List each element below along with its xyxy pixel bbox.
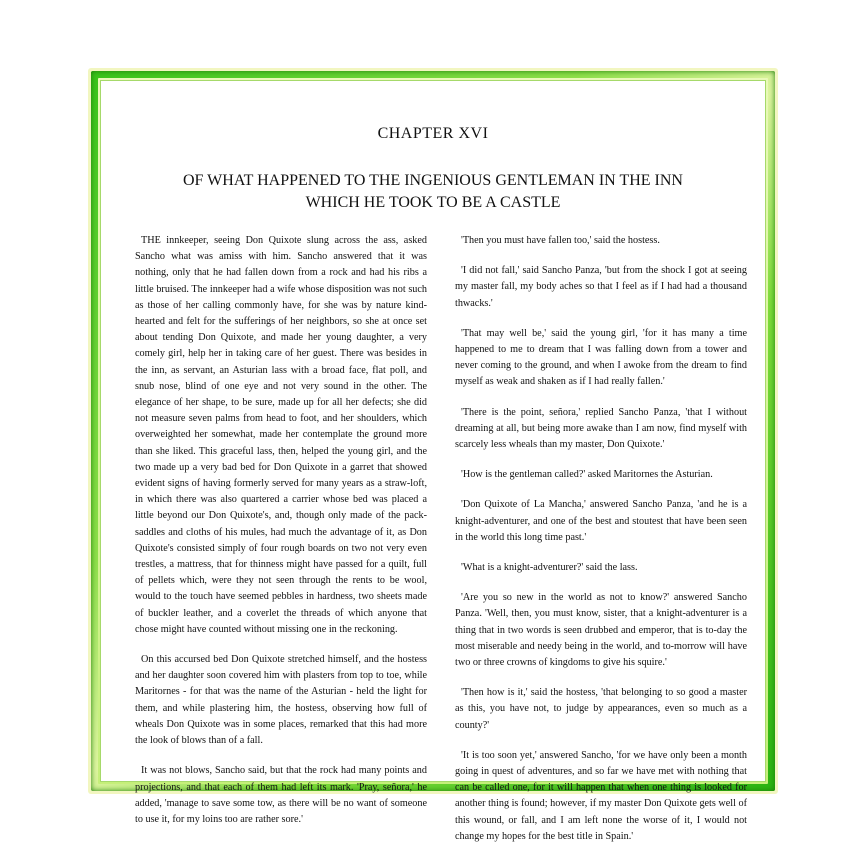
paragraph: 'That may well be,' said the young girl, 'for it has many a time happened to me to dream that I was falling down from a tower and never coming to the ground, and when I awoke from the dream to find myself as weak and shaken as if I had really fallen.' [455,327,747,388]
paragraph: 'Are you so new in the world as not to know?' answered Sancho Panza. 'Well, then, you must know, sister, that a knight-adventurer is a thing that in two words is seen drubbed and emperor, that is to-day the most miserable and needy being in the world, and to-morrow will have two or three crowns of kingdoms to give his squire.' [455,592,747,669]
right-column [455,233,747,859]
paragraph: 'What is a knight-adventurer?' said the lass. [461,562,638,574]
paragraph: 'It is too soon yet,' answered Sancho, 'for we have only been a month going in quest of adventures, and so far we have met with nothing that can be called one, for it will happen that when one thing is looked for another thing is found; however, if my master Don Quixote gets well of this wound, or fall, and I am left none the worse of it, I would not change my hopes for the best title in Spain.' [455,749,747,842]
chapter-title: OF WHAT HAPPENED TO THE INGENIOUS GENTLEMAN IN THE INN WHICH HE TOOK TO BE A CASTLE [183,172,683,211]
paragraph: 'Then you must have fallen too,' said the hostess. [461,235,660,246]
paragraph: 'How is the gentleman called?' asked Maritornes the Asturian. [461,469,713,481]
paragraph: It was not blows, Sancho said, but that the rock had many points and projections, and that each of them had left its mark. 'Pray, señora,' he added, 'manage to save some tow, as there will be no want of someone to use it, for my loins too are rather sore.' [135,765,427,825]
book-page [101,81,765,842]
paragraph: 'I did not fall,' said Sancho Panza, 'but from the shock I got at seeing my master fall, my body aches so that I feel as if I had had a thousand thwacks.' [455,265,747,309]
paragraph: 'Then how is it,' said the hostess, 'that belonging to so good a master as this, you have not, to judge by appearances, even so much as a county?' [455,687,747,731]
left-column [135,233,427,842]
paragraph: 'There is the point, señora,' replied Sancho Panza, 'that I without dreaming at all, but being more awake than I am now, find myself with scarcely less wheals than my master, Don Quixote.' [455,406,747,451]
paragraph: On this accursed bed Don Quixote stretched himself, and the hostess and her daughter soon covered him with plasters from top to toe, while Maritornes - for that was the name of the Asturian - held the light for them, and while plastering him, the hostess, observing how full of wheals Don Quixote was in some places, remarked that this had more the look of blows than of a fall. [135,654,427,747]
chapter-heading: CHAPTER XVI [377,125,489,142]
paragraph: THE innkeeper, seeing Don Quixote slung across the ass, asked Sancho what was amiss with him. Sancho answered that it was nothing, only that he had fallen down from a rock and had his ribs a little bruised. The innkeeper had a wife whose disposition was not such as those of her calling commonly have, for she was by nature kind-hearted and felt for the sufferings of her neighbors, so she at once set about tending Don Quixote, and made her young daughter, a very comely girl, help her in taking care of her guest. There was besides in the inn, as servant, an Asturian lass with a broad face, flat poll, and snub nose, blind of one eye and not very sound in the other. The elegance of her shape, to be sure, made up for all her defects; she did not measure seven palms from head to foot, and her shoulders, which overweighted her somewhat, made her contemplate the ground more than she liked. This graceful lass, then, helped the young girl, and the two made up a very bad bed for Don Quixote in a garret that showed evident signs of having formerly served for many years as a straw-loft, in which there was also quartered a carrier whose bed was placed a little beyond our Don Quixote's, and, though only made of the pack-saddles and cloths of his mules, had much the advantage of it, as Don Quixote's consisted simply of four rough boards on two not very even trestles, a mattress, that for thinness might have passed for a quilt, full of pellets which, were they not seen through the rents to be wool, would to the touch have seemed pebbles in hardness, two sheets made of buckler leather, and a coverlet the threads of which anyone that chose might have counted without missing one in the reckoning. [135,235,427,635]
paragraph: 'Don Quixote of La Mancha,' answered Sancho Panza, 'and he is a knight-adventurer, and one of the best and stoutest that have been seen in the world this long time past.' [455,499,747,543]
